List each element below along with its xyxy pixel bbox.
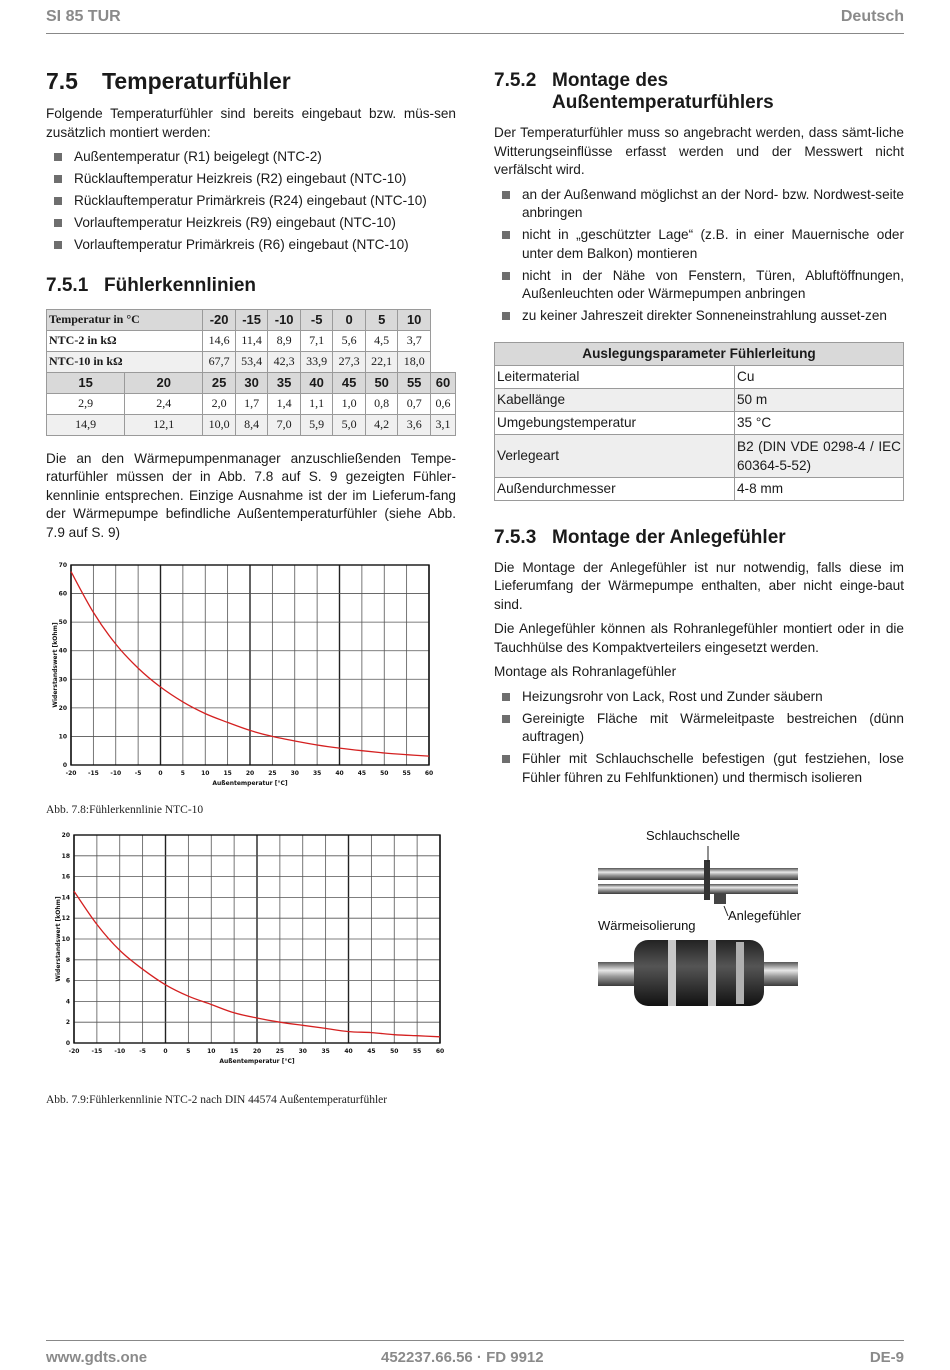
x-tick-label: 10 (201, 770, 210, 777)
table-cell: -15 (235, 309, 268, 330)
table-cell: 40 (300, 372, 333, 393)
footer-document-number: 452237.66.56 · FD 9912 (381, 1349, 544, 1366)
table-row (47, 393, 456, 414)
table-cell: 27,3 (333, 351, 366, 372)
sensor-body (714, 894, 726, 904)
x-tick-label: 35 (312, 770, 322, 777)
ntc10-chart (40, 556, 440, 792)
table-cell: 3,1 (430, 414, 455, 435)
section-number: 7.5 (46, 68, 78, 94)
section-number: 7.5.2 (494, 70, 537, 91)
table-cell: 5,6 (333, 330, 366, 351)
right-column (494, 70, 904, 793)
square-bullet-icon (54, 241, 62, 249)
section-7-5-3-heading (494, 527, 904, 549)
left-column (46, 68, 456, 548)
section-7-5-1-heading (46, 275, 456, 297)
table-row (495, 365, 904, 388)
x-tick-label: -20 (68, 1048, 80, 1055)
x-tick-label: 50 (380, 770, 389, 777)
hose-clamp (704, 860, 710, 900)
y-axis-label: Widerstandswert [kOhm] (52, 622, 59, 708)
section-7-5-3-p3: Montage als Rohranlagefühler (494, 664, 677, 679)
table-cell: 3,6 (398, 414, 431, 435)
label-insulation: Wärmeisolierung (598, 918, 696, 933)
insulation-band-1 (668, 940, 676, 1006)
x-tick-label: 45 (367, 1048, 376, 1055)
table-cell: 7,1 (300, 330, 333, 351)
y-tick-label: 70 (58, 562, 67, 569)
square-bullet-icon (502, 312, 510, 320)
table-cell: 7,0 (268, 414, 301, 435)
x-tick-label: 60 (435, 1048, 445, 1055)
table-cell: 5 (365, 309, 398, 330)
square-bullet-icon (502, 191, 510, 199)
x-tick-label: -10 (114, 1048, 126, 1055)
pipe-upper-2 (598, 884, 798, 894)
y-tick-label: 10 (61, 936, 70, 943)
table-cell: Kabellänge (495, 388, 735, 411)
footer-page-number: DE-9 (869, 1349, 904, 1366)
y-tick-label: 0 (65, 1040, 70, 1047)
list-item: nicht in der Nähe von Fenstern, Türen, Abluftöffnungen, Außenleuchten oder Wärmepumpen anbringen (494, 267, 904, 304)
square-bullet-icon (54, 197, 62, 205)
table-cell: 1,4 (268, 393, 301, 414)
section-title-line2: Außentemperaturfühlers (552, 92, 774, 113)
table-cell: NTC-2 in kΩ (47, 330, 203, 351)
table-cell: 12,1 (125, 414, 203, 435)
section-7-5-intro: Folgende Temperaturfühler sind bereits eingebaut bzw. müs-sen zusätzlich montiert werden: (46, 106, 456, 140)
list-item: Vorlauftemperatur Heizkreis (R9) eingebaut (NTC-10) (46, 214, 456, 233)
table-row (495, 342, 904, 365)
table-cell: 5,0 (333, 414, 366, 435)
table-cell: 50 (365, 372, 398, 393)
square-bullet-icon (502, 755, 510, 763)
list-item: zu keiner Jahreszeit direkter Sonneneinstrahlung ausset-zen (494, 307, 904, 326)
table-cell: 35 °C (735, 411, 904, 434)
table-cell: 50 m (735, 388, 904, 411)
list-item: Rücklauftemperatur Primärkreis (R24) eingebaut (NTC-10) (46, 192, 456, 211)
sensor-list (46, 148, 456, 255)
x-tick-label: -10 (110, 770, 122, 777)
table-cell: 4-8 mm (735, 477, 904, 500)
list-item: an der Außenwand möglichst an der Nord- bzw. Nordwest-seite anbringen (494, 186, 904, 223)
x-tick-label: 0 (163, 1048, 168, 1055)
x-tick-label: -20 (65, 770, 77, 777)
table-cell: 10 (398, 309, 431, 330)
x-tick-label: 45 (357, 770, 367, 777)
table-cell: 11,4 (235, 330, 268, 351)
table-cell: 3,7 (398, 330, 431, 351)
section-title: Montage der Anlegefühler (552, 526, 786, 548)
list-item: Gereinigte Fläche mit Wärmeleitpaste bestreichen (dünn auftragen) (494, 710, 904, 747)
section-title: Temperaturfühler (102, 68, 291, 94)
table-cell: 10,0 (203, 414, 236, 435)
insulation (634, 940, 764, 1006)
y-tick-label: 60 (58, 590, 67, 598)
x-axis-label: Außentemperatur [°C] (212, 780, 288, 787)
x-tick-label: 20 (252, 1048, 262, 1055)
x-tick-label: -5 (139, 1048, 146, 1055)
x-tick-label: -15 (87, 770, 99, 777)
table-row (495, 477, 904, 500)
section-number: 7.5.3 (494, 526, 537, 548)
table-cell: 18,0 (398, 351, 431, 372)
cable-parameters-table (494, 342, 904, 501)
table-cell: 0,7 (398, 393, 431, 414)
table-cell: -20 (203, 309, 236, 330)
ntc2-chart (40, 828, 450, 1066)
table-cell: 0,8 (365, 393, 398, 414)
table-cell: Verlegeart (495, 434, 735, 477)
pipe-upper-1 (598, 868, 798, 880)
x-tick-label: 15 (229, 1048, 239, 1055)
table-cell: 15 (47, 372, 125, 393)
x-tick-label: 0 (158, 770, 163, 777)
section-number: 7.5.1 (46, 274, 89, 296)
figure-caption-7-9: Abb. 7.9:Fühlerkennlinie NTC-2 nach DIN 44574 Außentemperaturfühler (46, 1094, 388, 1106)
y-tick-label: 8 (65, 956, 70, 964)
list-item: Rücklauftemperatur Heizkreis (R2) eingebaut (NTC-10) (46, 170, 456, 189)
x-tick-label: -15 (91, 1048, 103, 1055)
table-cell: 67,7 (203, 351, 236, 372)
y-tick-label: 40 (58, 647, 67, 655)
square-bullet-icon (502, 272, 510, 280)
table-cell: B2 (DIN VDE 0298-4 / IEC 60364-5-52) (735, 434, 904, 477)
square-bullet-icon (502, 715, 510, 723)
y-tick-label: 6 (65, 977, 70, 985)
x-tick-label: 25 (268, 770, 277, 777)
y-tick-label: 20 (61, 832, 70, 839)
x-tick-label: 60 (424, 770, 434, 777)
y-tick-label: 30 (58, 676, 67, 684)
section-7-5-3-p2: Die Anlegefühler können als Rohranlegefühler montiert oder in die Tauchhülse des Kompaktverteilers eingesetzt werden. (494, 621, 904, 655)
y-tick-label: 50 (58, 619, 67, 627)
table-cell: 1,7 (235, 393, 268, 414)
header-model: SI 85 TUR (46, 8, 121, 25)
table-cell: 20 (125, 372, 203, 393)
table-cell: -5 (300, 309, 333, 330)
x-tick-label: 5 (186, 1048, 191, 1055)
table-cell: 55 (398, 372, 431, 393)
table-cell: 0 (333, 309, 366, 330)
table-cell: 53,4 (235, 351, 268, 372)
table-cell: 2,9 (47, 393, 125, 414)
section-7-5-2-heading (494, 70, 904, 114)
label-hose-clamp: Schlauchschelle (646, 828, 740, 843)
footer-website: www.gdts.one (46, 1349, 148, 1366)
y-tick-label: 4 (65, 998, 70, 1006)
x-tick-label: -5 (134, 770, 142, 777)
x-tick-label: 50 (390, 1048, 399, 1055)
table-cell: 14,6 (203, 330, 236, 351)
x-tick-label: 55 (412, 1048, 422, 1055)
y-tick-label: 18 (61, 852, 70, 860)
x-tick-label: 20 (245, 770, 255, 777)
table-cell: 4,5 (365, 330, 398, 351)
table-cell: -10 (268, 309, 301, 330)
x-tick-label: 55 (402, 770, 411, 777)
x-tick-label: 25 (275, 1048, 285, 1055)
section-7-5-heading (46, 68, 456, 95)
x-tick-label: 35 (321, 1048, 330, 1055)
table-cell: 60 (430, 372, 455, 393)
table-cell: 45 (333, 372, 366, 393)
list-item: Fühler mit Schlauchschelle befestigen (gut festziehen, lose Fühler führen zu Fehlfunktionen) und thermisch isolieren (494, 750, 904, 787)
list-item: Außentemperatur (R1) beigelegt (NTC-2) (46, 148, 456, 167)
table-cell: 2,0 (203, 393, 236, 414)
figure-caption-7-8: Abb. 7.8:Fühlerkennlinie NTC-10 (46, 804, 204, 816)
section-7-5-2-intro: Der Temperaturfühler muss so angebracht werden, dass sämt-liche Witterungseinflüsse erfasst werden und der Messwert nicht verfälscht wird. (494, 125, 904, 177)
table-cell: 22,1 (365, 351, 398, 372)
table-cell: 1,1 (300, 393, 333, 414)
table-cell: Temperatur in °C (47, 309, 203, 330)
table-cell: 1,0 (333, 393, 366, 414)
table-cell: 8,4 (235, 414, 268, 435)
list-item: nicht in „geschützter Lage“ (z.B. in einer Mauernische oder unter dem Balkon) montieren (494, 226, 904, 263)
pipe-sensor-steps (494, 688, 904, 788)
x-tick-label: 40 (335, 770, 344, 777)
table-row (47, 414, 456, 435)
square-bullet-icon (54, 153, 62, 161)
table-cell: Leitermaterial (495, 365, 735, 388)
header-language: Deutsch (840, 8, 904, 25)
characteristic-text: Die an den Wärmepumpenmanager anzuschließenden Tempe-raturfühler müssen der in Abb. 7.8 auf S. 9 gezeigten Fühler-kennlinie entsprechen. Einzige Ausnahme ist der im Lieferum-fang der Wärmepumpe befindliche Außentemperaturfühler (siehe Abb. 7.9 auf S. 9) (46, 450, 456, 540)
page-footer (46, 1340, 904, 1370)
x-tick-label: 15 (223, 770, 232, 777)
table-cell: NTC-10 in kΩ (47, 351, 203, 372)
table-cell: 5,9 (300, 414, 333, 435)
pipe-sensor-illustration (596, 826, 806, 1010)
table-cell: Umgebungstemperatur (495, 411, 735, 434)
y-tick-label: 16 (61, 873, 70, 881)
table-cell: 42,3 (268, 351, 301, 372)
square-bullet-icon (502, 693, 510, 701)
table-cell: 0,6 (430, 393, 455, 414)
table-cell: 8,9 (268, 330, 301, 351)
list-item: Heizungsrohr von Lack, Rost und Zunder säubern (494, 688, 904, 707)
table-row (47, 351, 456, 372)
section-7-5-3-p1: Die Montage der Anlegefühler ist nur notwendig, falls diese im Lieferumfang der Wärmepumpe enthalten, aber nicht einge-baut sind. (494, 559, 904, 612)
y-axis-label: Widerstandswert [kOhm] (55, 896, 62, 982)
table-cell: 35 (268, 372, 301, 393)
table-row (495, 388, 904, 411)
insulation-band-2 (708, 940, 716, 1006)
table-row (47, 372, 456, 393)
square-bullet-icon (502, 231, 510, 239)
table-row (495, 434, 904, 477)
y-tick-label: 14 (61, 894, 70, 902)
table-header: Auslegungsparameter Fühlerleitung (495, 342, 904, 365)
table-cell: 33,9 (300, 351, 333, 372)
square-bullet-icon (54, 175, 62, 183)
mounting-rules-list (494, 186, 904, 326)
x-tick-label: 10 (207, 1048, 216, 1055)
table-cell: 14,9 (47, 414, 125, 435)
label-contact-sensor: Anlegefühler (728, 908, 801, 923)
table-cell: 2,4 (125, 393, 203, 414)
x-tick-label: 40 (344, 1048, 353, 1055)
square-bullet-icon (54, 219, 62, 227)
insulation-band-3 (736, 942, 744, 1004)
y-tick-label: 2 (65, 1019, 70, 1027)
table-row (495, 411, 904, 434)
table-cell: 30 (235, 372, 268, 393)
table-cell: Außendurchmesser (495, 477, 735, 500)
section-title-line1: Montage des (552, 70, 669, 91)
table-row (47, 330, 456, 351)
table-cell: 4,2 (365, 414, 398, 435)
x-tick-label: 5 (180, 770, 185, 777)
table-cell: 25 (203, 372, 236, 393)
table-row (47, 309, 456, 330)
x-tick-label: 30 (290, 770, 299, 777)
x-axis-label: Außentemperatur [°C] (219, 1058, 295, 1065)
sensor-characteristic-table (46, 309, 456, 436)
list-item: Vorlauftemperatur Primärkreis (R6) eingebaut (NTC-10) (46, 236, 456, 255)
section-title: Fühlerkennlinien (104, 274, 257, 296)
y-tick-label: 10 (58, 733, 67, 741)
page-header (46, 6, 904, 34)
x-tick-label: 30 (298, 1048, 307, 1055)
y-tick-label: 0 (62, 762, 67, 769)
y-tick-label: 20 (58, 704, 67, 712)
table-cell: Cu (735, 365, 904, 388)
y-tick-label: 12 (61, 915, 70, 923)
